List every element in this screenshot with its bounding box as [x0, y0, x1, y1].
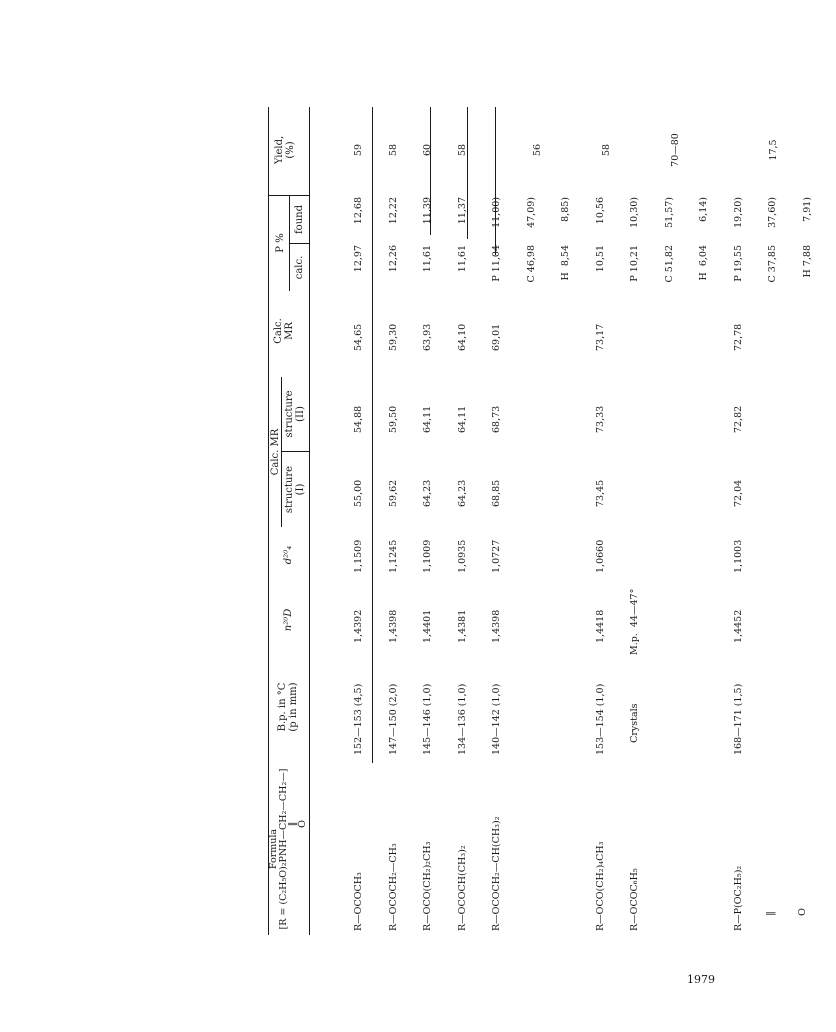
calc-mr-col-header: Calc. MR — [273, 318, 295, 344]
calc-mr-rule — [281, 377, 282, 527]
data-table — [268, 107, 813, 935]
density-header: d²⁰₄ — [283, 545, 294, 565]
p-found-header: found — [294, 205, 305, 235]
bp-header: B.p. in °C (p in mm) — [277, 682, 299, 732]
structure-ii-header: structure (II) — [284, 390, 306, 438]
bp-column: 152—153 (4,5) 147—150 (2,0) 145—146 (1,0) 134—136 (1,0) 140—142 (1,0) 153—154 (1,0) Crystals 168—171 (1,5) — [353, 683, 744, 755]
formula-header: Formula [R = (C₂H₅O)₂PNH—CH₂—CH₂—] ‖ O — [268, 768, 308, 930]
nd-column: 1,4392 1,4398 1,4401 1,4381 1,4398 1,4418 M.p. 44—47° 1,4452 — [353, 588, 744, 655]
p-found-column: 12,68 12,22 11,39 11,37 11,00) 47,09) 8,85) 10,56 10,30) 51,57) 6,14) 19,20) 37,60) 7,91) — [353, 197, 813, 228]
yield-header: Yield, (%) — [274, 135, 296, 165]
nd-header: n²⁰D — [283, 608, 294, 632]
p-calc-column: 12,97 12,26 11,61 11,61 P 11,04 C 46,98 H 8,54 10,51 P 10,21 C 51,82 H 6,04 P 19,55 C 37,85 H 7,88 — [353, 245, 813, 283]
yield-column: 59 58 60 58 56 58 70—80 17,5 — [353, 133, 779, 167]
structure-i-column: 55,00 59,62 64,23 64,23 68,85 73,45 72,04 — [353, 479, 744, 507]
header-rule — [309, 107, 310, 935]
calc-mr-header: Calc. MR — [270, 428, 281, 476]
structure-i-header: structure (I) — [284, 465, 306, 514]
p-percent-header: P % — [275, 233, 286, 253]
density-column: 1,1509 1,1245 1,1009 1,0935 1,0727 1,0660 1,1003 — [353, 539, 744, 573]
page-number: 1979 — [687, 973, 715, 986]
calc-mr-column: 54,65 59,30 63,93 64,10 69,01 73,17 72,78 — [353, 323, 744, 351]
structure-ii-column: 54,88 59,50 64,11 64,11 68,73 73,33 72,82 — [353, 405, 744, 433]
p-calc-header: calc. — [294, 255, 305, 280]
formula-column: R—OCOCH₃ R—OCOCH₂—CH₃ R—OCO(CH₂)₂CH₃ R—OCOCH(CH₃)₂ R—OCOCH₂—CH(CH₃)₂ R—OCO(CH₂)₄CH₃ R—OCOC₆H₅ R—P(OC₂H₅)₂ ‖ O — [353, 816, 808, 931]
